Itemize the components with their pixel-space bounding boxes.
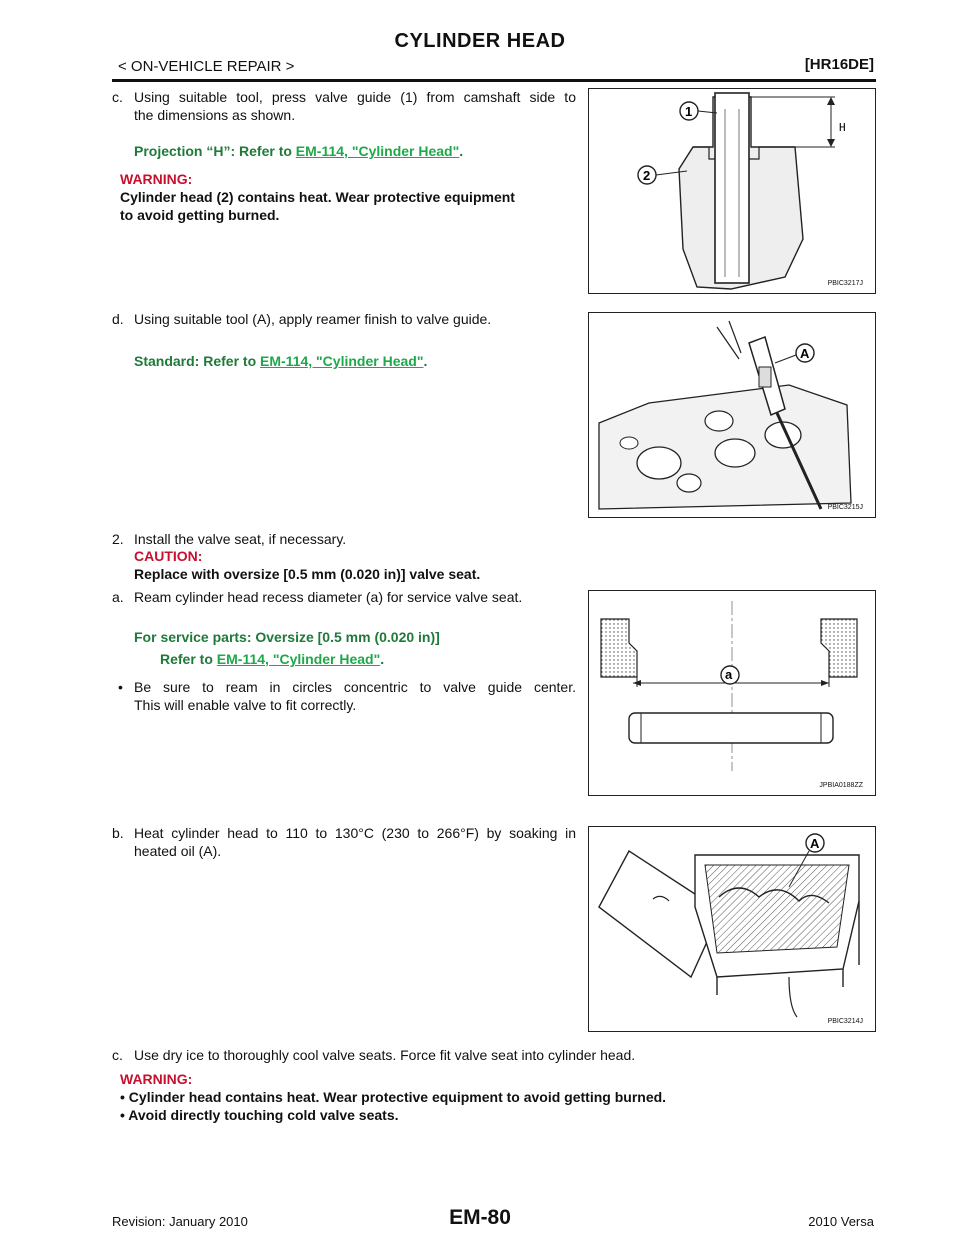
warning-label: WARNING: (120, 171, 193, 187)
figure-valve-guide-press (588, 88, 876, 294)
page-title: CYLINDER HEAD (394, 30, 566, 52)
spec-text: Projection “H”: Refer to (134, 143, 296, 159)
step-d-spec (134, 352, 427, 370)
figure-id: PBIC3215J (827, 504, 863, 511)
figure-heated-oil-bath (588, 826, 876, 1032)
step-c1-spec (134, 142, 463, 160)
page-number: EM-80 (449, 1206, 511, 1229)
step-a-spec-2 (160, 650, 384, 668)
model-code: [HR16DE] (804, 56, 874, 73)
bullet-text-2: This will enable valve to fit correctly. (134, 697, 357, 713)
vehicle-model-year: 2010 Versa (808, 1214, 874, 1229)
spec-text: Refer to (160, 651, 217, 667)
bullet-dot: • (118, 679, 123, 695)
spec-link-em114[interactable]: EM-114, "Cylinder Head" (216, 651, 381, 667)
callout-1: 1 (685, 104, 693, 119)
step-d-text: Using suitable tool (A), apply reamer finish to valve guide. (134, 311, 492, 327)
valve-guide-press-illustration (589, 89, 875, 293)
step-a-spec-1: For service parts: Oversize [0.5 mm (0.020 in)] (134, 629, 440, 645)
warning-bullet-1: • Cylinder head contains heat. Wear protective equipment to avoid getting burned. (120, 1089, 667, 1105)
figure-id: PBIC3217J (827, 280, 863, 287)
figure-id: JPBIA0188ZZ (819, 782, 863, 789)
step-c1-label: c. (112, 89, 123, 105)
figure-recess-diameter (588, 590, 876, 796)
step-b-text-1: Heat cylinder head to 110 to 130°C (230 to 266°F) by soaking in (134, 825, 576, 841)
spec-suffix: . (459, 143, 464, 159)
step-b-label: b. (112, 825, 124, 841)
revision-date: Revision: January 2010 (112, 1214, 248, 1229)
section-label: < ON-VEHICLE REPAIR > (118, 58, 295, 75)
figure-reamer-finish (588, 312, 876, 518)
step-c2-text: Use dry ice to thoroughly cool valve seats. Force fit valve seat into cylinder head. (134, 1047, 636, 1063)
spec-link-em114[interactable]: EM-114, "Cylinder Head" (260, 353, 424, 369)
dim-label-h: H (839, 121, 846, 134)
step-a-label: a. (112, 589, 124, 605)
caution-label: CAUTION: (134, 548, 203, 564)
spec-link-em114[interactable]: EM-114, "Cylinder Head" (295, 143, 460, 159)
step-a-text: Ream cylinder head recess diameter (a) for service valve seat. (134, 589, 523, 605)
step-c2-label: c. (112, 1047, 123, 1063)
callout-a: A (800, 346, 810, 361)
step-d-label: d. (112, 311, 124, 327)
callout-2: 2 (643, 168, 651, 183)
step-b-text-2: heated oil (A). (134, 843, 222, 859)
recess-diameter-illustration (589, 591, 875, 795)
spec-suffix: . (423, 353, 428, 369)
step-2-label: 2. (112, 531, 124, 547)
figure-id: PBIC3214J (827, 1018, 863, 1025)
spec-suffix: . (380, 651, 385, 667)
oil-bath-illustration (589, 827, 875, 1031)
caution-text: Replace with oversize [0.5 mm (0.020 in)] valve seat. (134, 566, 481, 582)
step-c1-text-1: Using suitable tool, press valve guide (1) from camshaft side to (134, 89, 576, 105)
warning-bullet-2: • Avoid directly touching cold valve seats. (120, 1107, 399, 1123)
warning-text-1: Cylinder head (2) contains heat. Wear protective equipment (120, 189, 515, 205)
step-c1-text-2: the dimensions as shown. (134, 107, 296, 123)
callout-a-oil: A (810, 836, 820, 851)
callout-a-diameter: a (725, 667, 733, 682)
warning-text-2: to avoid getting burned. (120, 207, 280, 223)
spec-text: Standard: Refer to (134, 353, 261, 369)
step-2-text: Install the valve seat, if necessary. (134, 531, 347, 547)
bullet-text-1: Be sure to ream in circles concentric to valve guide center. (134, 679, 576, 695)
reamer-illustration (589, 313, 875, 517)
warning-label: WARNING: (120, 1071, 193, 1087)
header-rule (112, 79, 876, 82)
